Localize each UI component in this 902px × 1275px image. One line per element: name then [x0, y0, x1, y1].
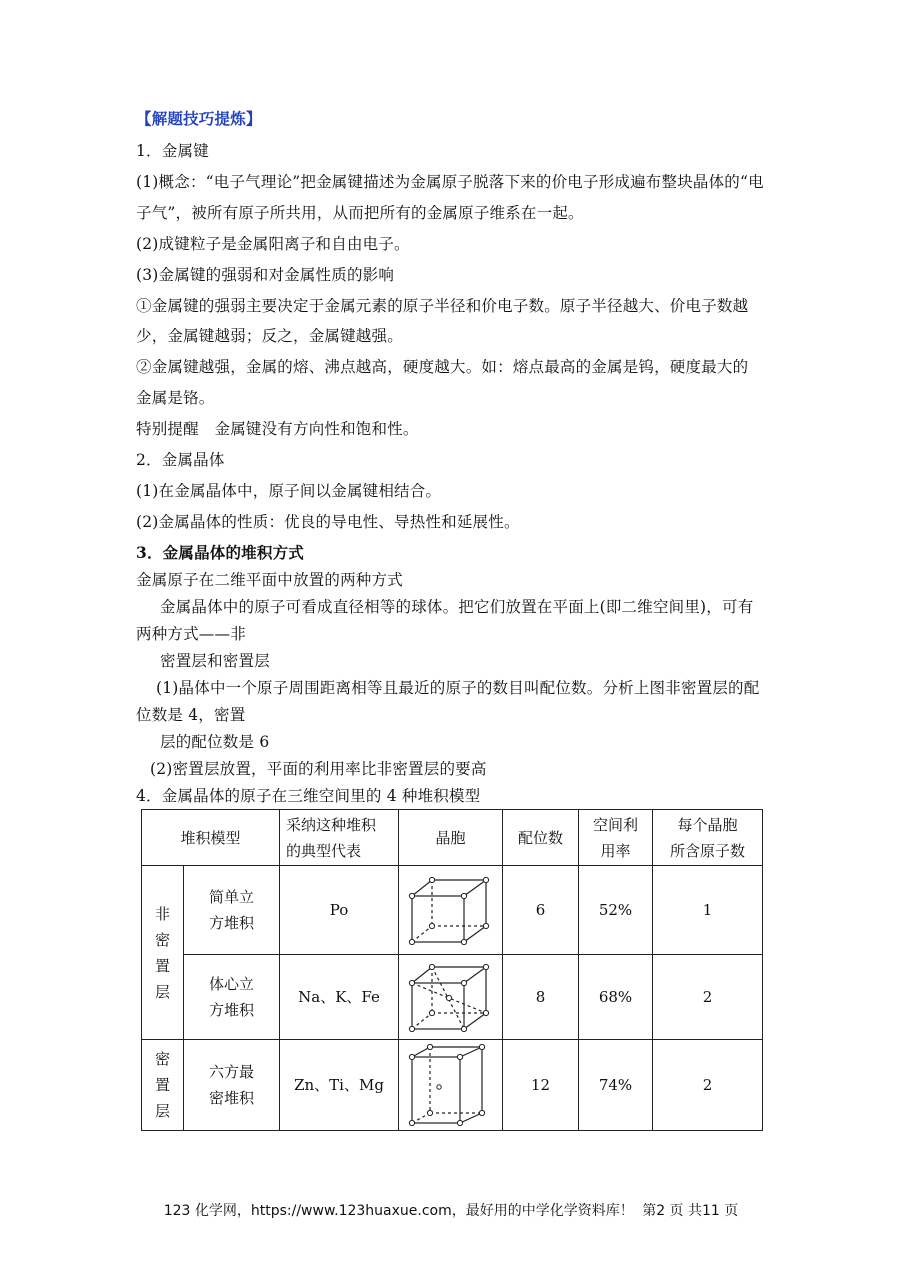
subheading-metal-crystal: 2．金属晶体 — [136, 451, 225, 469]
paragraph-line: (3)金属键的强弱和对金属性质的影响 — [136, 266, 395, 284]
subheading-metal-bond: 1．金属键 — [136, 142, 209, 160]
simple-cubic-cell-icon — [406, 874, 496, 946]
coordination-number: 12 — [503, 1040, 579, 1131]
paragraph-line: ②金属键越强，金属的熔、沸点越高，硬度越大。如：熔点最高的金属是钨，硬度最大的 — [136, 358, 749, 376]
paragraph-line: ①金属键的强弱主要决定于金属元素的原子半径和价电子数。原子半径越大、价电子数越 — [136, 297, 749, 315]
page-footer — [0, 1200, 902, 1220]
paragraph-line: 金属是铬。 — [136, 389, 215, 407]
footer-site-link[interactable]: 123 化学网，https://www.123huaxue.com，最好用的中学化学资料库！ — [163, 1203, 634, 1219]
table-header-row — [142, 810, 763, 866]
section-heading: 【解题技巧提炼】 — [136, 109, 262, 128]
header-unit-cell: 晶胞 — [399, 810, 503, 866]
header-coordination: 配位数 — [503, 810, 579, 866]
header-space-utilization: 空间利 用率 — [579, 810, 653, 866]
model-name: 体心立 方堆积 — [184, 955, 280, 1040]
group-close-packed: 密 置 层 — [142, 1040, 184, 1131]
coordination-number: 8 — [503, 955, 579, 1040]
typical-example: Po — [280, 866, 399, 955]
paragraph-line: 少，金属键越弱；反之，金属键越强。 — [136, 327, 403, 345]
paragraph-line: (2)密置层放置，平面的利用率比非密置层的要高 — [150, 760, 487, 778]
model-name: 六方最 密堆积 — [184, 1040, 280, 1131]
paragraph-line: 子气”，被所有原子所共用，从而把所有的金属原子维系在一起。 — [136, 204, 584, 222]
paragraph-line: 位数是 4，密置 — [136, 706, 246, 724]
atoms-per-cell: 2 — [653, 955, 763, 1040]
paragraph-line: (2)成键粒子是金属阳离子和自由电子。 — [136, 235, 410, 253]
header-model: 堆积模型 — [142, 810, 280, 866]
subheading-stacking: 3．金属晶体的堆积方式 — [136, 543, 304, 562]
group-non-close-packed: 非 密 置 层 — [142, 866, 184, 1040]
space-utilization: 68% — [579, 955, 653, 1040]
paragraph-line: 密置层和密置层 — [160, 652, 270, 670]
stacking-model-table — [141, 809, 763, 1131]
unit-cell-image — [399, 1040, 503, 1131]
subheading-4-models: 4．金属晶体的原子在三维空间里的 4 种堆积模型 — [136, 787, 481, 805]
typical-example: Na、K、Fe — [280, 955, 399, 1040]
table-row — [142, 955, 763, 1040]
table-row — [142, 1040, 763, 1131]
unit-cell-image — [399, 955, 503, 1040]
space-utilization: 52% — [579, 866, 653, 955]
paragraph-line: (1)在金属晶体中，原子间以金属键相结合。 — [136, 482, 442, 500]
model-name: 简单立 方堆积 — [184, 866, 280, 955]
unit-cell-image — [399, 866, 503, 955]
body-centered-cubic-cell-icon — [406, 961, 496, 1033]
typical-example: Zn、Ti、Mg — [280, 1040, 399, 1131]
space-utilization: 74% — [579, 1040, 653, 1131]
footer-page-number: 第2 页 共11 页 — [642, 1203, 739, 1219]
paragraph-line: 特别提醒 金属键没有方向性和饱和性。 — [136, 420, 419, 438]
header-typical: 采纳这种堆积 的典型代表 — [280, 810, 399, 866]
atoms-per-cell: 1 — [653, 866, 763, 955]
paragraph-line: (1)晶体中一个原子周围距离相等且最近的原子的数目叫配位数。分析上图非密置层的配 — [156, 679, 760, 697]
hexagonal-close-packed-cell-icon — [406, 1043, 496, 1127]
paragraph-line: (1)概念：“电子气理论”把金属键描述为金属原子脱落下来的价电子形成遍布整块晶体的“电 — [136, 173, 764, 191]
paragraph-line: 两种方式——非 — [136, 625, 246, 643]
paragraph-line: 金属原子在二维平面中放置的两种方式 — [136, 571, 403, 589]
table-row — [142, 866, 763, 955]
paragraph-line: 金属晶体中的原子可看成直径相等的球体。把它们放置在平面上(即二维空间里)，可有 — [160, 598, 754, 616]
header-atoms-per-cell: 每个晶胞 所含原子数 — [653, 810, 763, 866]
atoms-per-cell: 2 — [653, 1040, 763, 1131]
paragraph-line: 层的配位数是 6 — [160, 733, 270, 751]
coordination-number: 6 — [503, 866, 579, 955]
paragraph-line: (2)金属晶体的性质：优良的导电性、导热性和延展性。 — [136, 513, 520, 531]
